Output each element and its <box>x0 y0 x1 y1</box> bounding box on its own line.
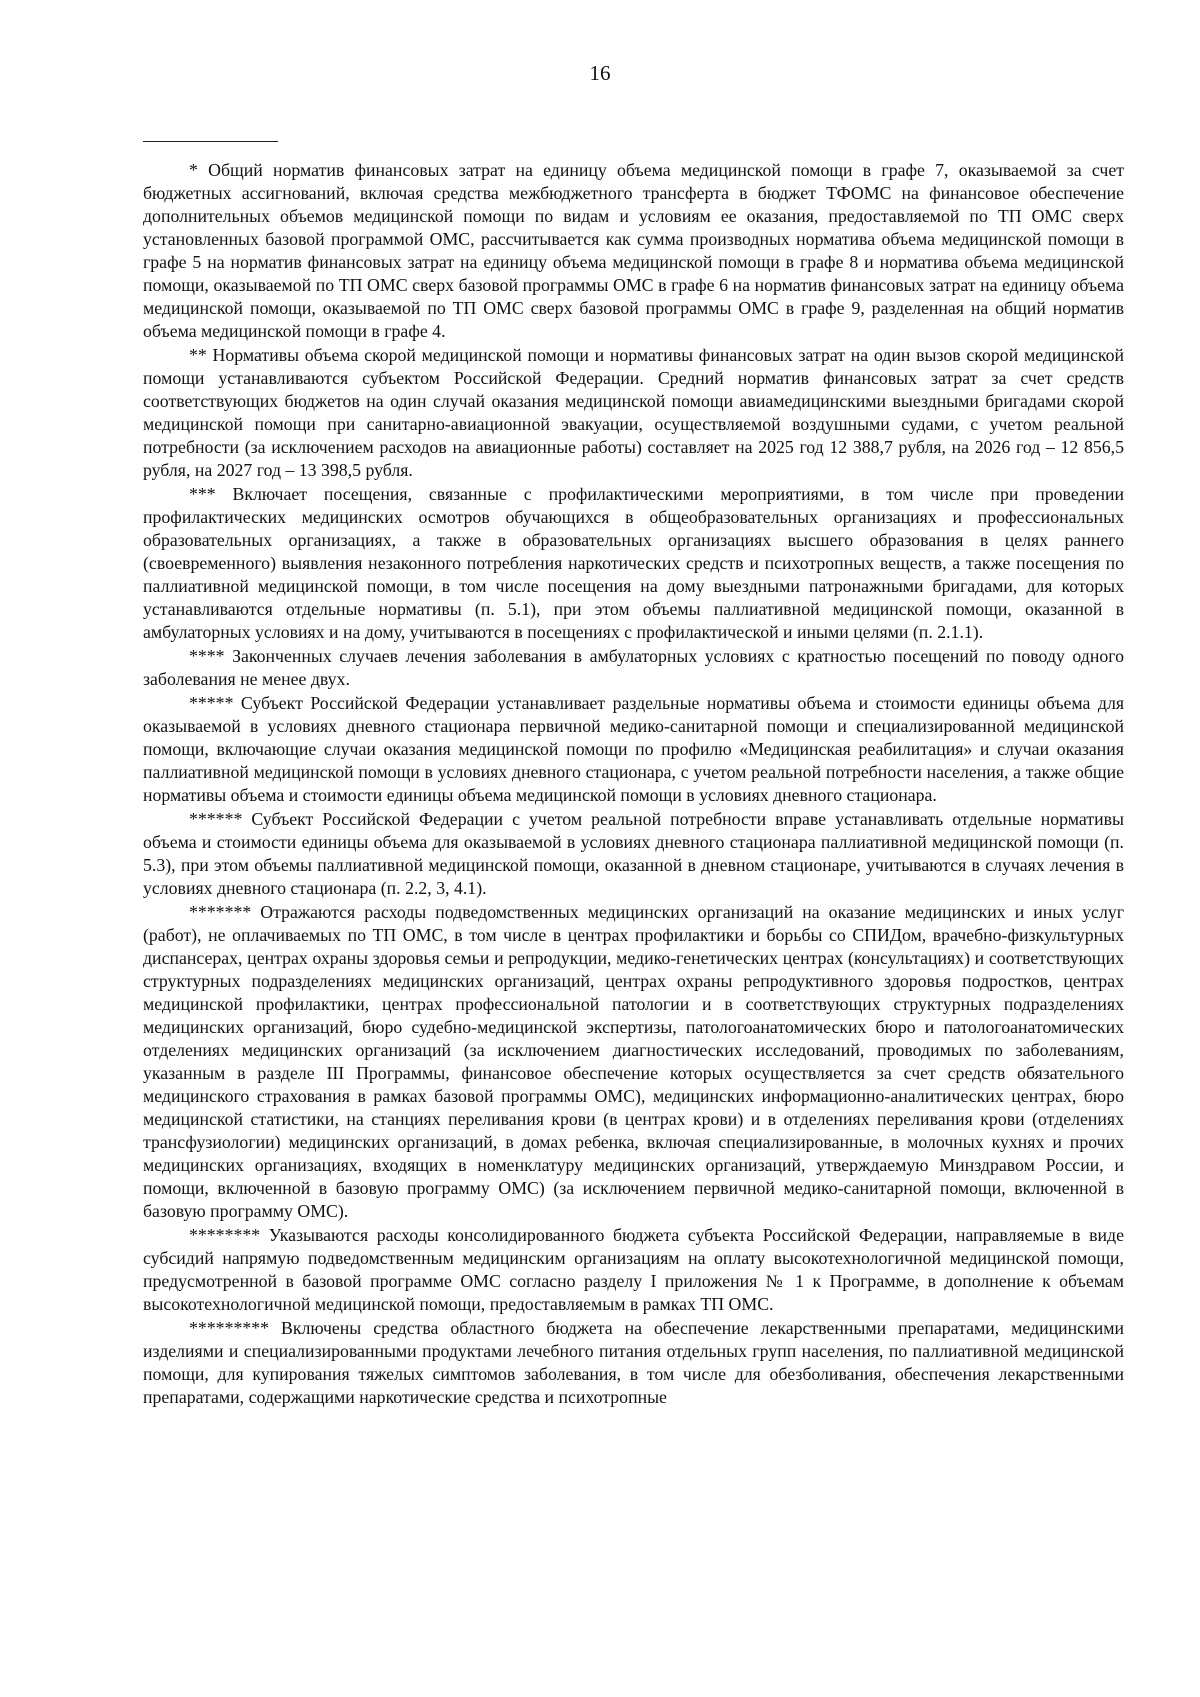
footnote-2: ** Нормативы объема скорой медицинской помощи и нормативы финансовых затрат на один вызов скорой медицинской помощи устанавливаются субъектом Российской Федерации. Средний норматив финансовых затрат за счет средств соответствующих бюджетов на один случай оказания медицинской помощи авиамедицинскими выездными бригадами скорой медицинской помощи при санитарно-авиационной эвакуации, осуществляемой воздушными судами, с учетом реальной потребности (за исключением расходов на авиационные работы) составляет на 2025 год 12 388,7 рубля, на 2026 год – 12 856,5 рубля, на 2027 год – 13 398,5 рубля. <box>143 345 1124 480</box>
footnote-separator <box>143 141 278 142</box>
footnote-4: **** Законченных случаев лечения заболевания в амбулаторных условиях с кратностью посещений по поводу одного заболевания не менее двух. <box>143 646 1124 689</box>
footnotes-block <box>143 159 1124 1409</box>
footnote-8: ******** Указываются расходы консолидированного бюджета субъекта Российской Федерации, направляемые в виде субсидий напрямую подведомственным медицинским организациям на оплату высокотехнологичной медицинской помощи, предусмотренной в базовой программе ОМС согласно разделу I приложения № 1 к Программе, в дополнение к объемам высокотехнологичной медицинской помощи, предоставляемым в рамках ТП ОМС. <box>143 1225 1124 1314</box>
footnote-6: ****** Субъект Российской Федерации с учетом реальной потребности вправе устанавливать отдельные нормативы объема и стоимости единицы объема для оказываемой в условиях дневного стационара паллиативной медицинской помощи (п. 5.3), при этом объемы паллиативной медицинской помощи, оказанной в дневном стационаре, учитываются в случаях лечения в условиях дневного стационара (п. 2.2, 3, 4.1). <box>143 809 1124 898</box>
footnote-5: ***** Субъект Российской Федерации устанавливает раздельные нормативы объема и стоимости единицы объема для оказываемой в условиях дневного стационара первичной медико-санитарной помощи и специализированной медицинской помощи, включающие случаи оказания медицинской помощи по профилю «Медицинская реабилитация» и случаи оказания паллиативной медицинской помощи в условиях дневного стационара, с учетом реальной потребности населения, а также общие нормативы объема и стоимости единицы объема медицинской помощи в условиях дневного стационара. <box>143 693 1124 805</box>
footnote-1: * Общий норматив финансовых затрат на единицу объема медицинской помощи в графе 7, оказываемой за счет бюджетных ассигнований, включая средства межбюджетного трансферта в бюджет ТФОМС на финансовое обеспечение дополнительных объемов медицинской помощи по видам и условиям ее оказания, предоставляемой по ТП ОМС сверх установленных базовой программой ОМС, рассчитывается как сумма производных норматива объема медицинской помощи в графе 5 на норматив финансовых затрат на единицу объема медицинской помощи в графе 8 и норматива объема медицинской помощи, оказываемой по ТП ОМС сверх базовой программы ОМС в графе 6 на норматив финансовых затрат на единицу объема медицинской помощи, оказываемой по ТП ОМС сверх базовой программы ОМС в графе 9, разделенная на общий норматив объема медицинской помощи в графе 4. <box>143 160 1124 341</box>
footnote-9: ********* Включены средства областного бюджета на обеспечение лекарственными препаратами, медицинскими изделиями и специализированными продуктами лечебного питания отдельных групп населения, по паллиативной медицинской помощи, для купирования тяжелых симптомов заболевания, в том числе для обезболивания, обеспечения лекарственными препаратами, содержащими наркотические средства и психотропные <box>143 1318 1124 1407</box>
page-number: 16 <box>589 61 611 85</box>
footnote-7: ******* Отражаются расходы подведомственных медицинских организаций на оказание медицинских и иных услуг (работ), не оплачиваемых по ТП ОМС, в том числе в центрах профилактики и борьбы со СПИДом, врачебно-физкультурных диспансерах, центрах охраны здоровья семьи и репродукции, медико-генетических центрах (консультациях) и соответствующих структурных подразделениях медицинских организаций, центрах охраны репродуктивного здоровья подростков, центрах медицинской профилактики, центрах профессиональной патологии и в соответствующих структурных подразделениях медицинских организаций, бюро судебно-медицинской экспертизы, патологоанатомических бюро и патологоанатомических отделениях медицинских организаций (за исключением диагностических исследований, проводимых по заболеваниям, указанным в разделе III Программы, финансовое обеспечение которых осуществляется за счет средств обязательного медицинского страхования в рамках базовой программы ОМС), медицинских информационно-аналитических центрах, бюро медицинской статистики, на станциях переливания крови (в центрах крови) и в отделениях переливания крови (отделениях трансфузиологии) медицинских организаций, в домах ребенка, включая специализированные, в молочных кухнях и прочих медицинских организациях, входящих в номенклатуру медицинских организаций, утверждаемую Минздравом России, и помощи, включенной в базовую программу ОМС) (за исключением первичной медико-санитарной помощи, включенной в базовую программу ОМС). <box>143 902 1124 1221</box>
footnote-3: *** Включает посещения, связанные с профилактическими мероприятиями, в том числе при проведении профилактических медицинских осмотров обучающихся в общеобразовательных организациях и профессиональных образовательных организациях, а также в образовательных организациях высшего образования в целях раннего (своевременного) выявления незаконного потребления наркотических средств и психотропных веществ, а также посещения по паллиативной медицинской помощи, в том числе посещения на дому выездными патронажными бригадами, для которых устанавливаются отдельные нормативы (п. 5.1), при этом объемы паллиативной медицинской помощи, оказанной в амбулаторных условиях и на дому, учитываются в посещениях с профилактической и иными целями (п. 2.1.1). <box>143 484 1124 642</box>
